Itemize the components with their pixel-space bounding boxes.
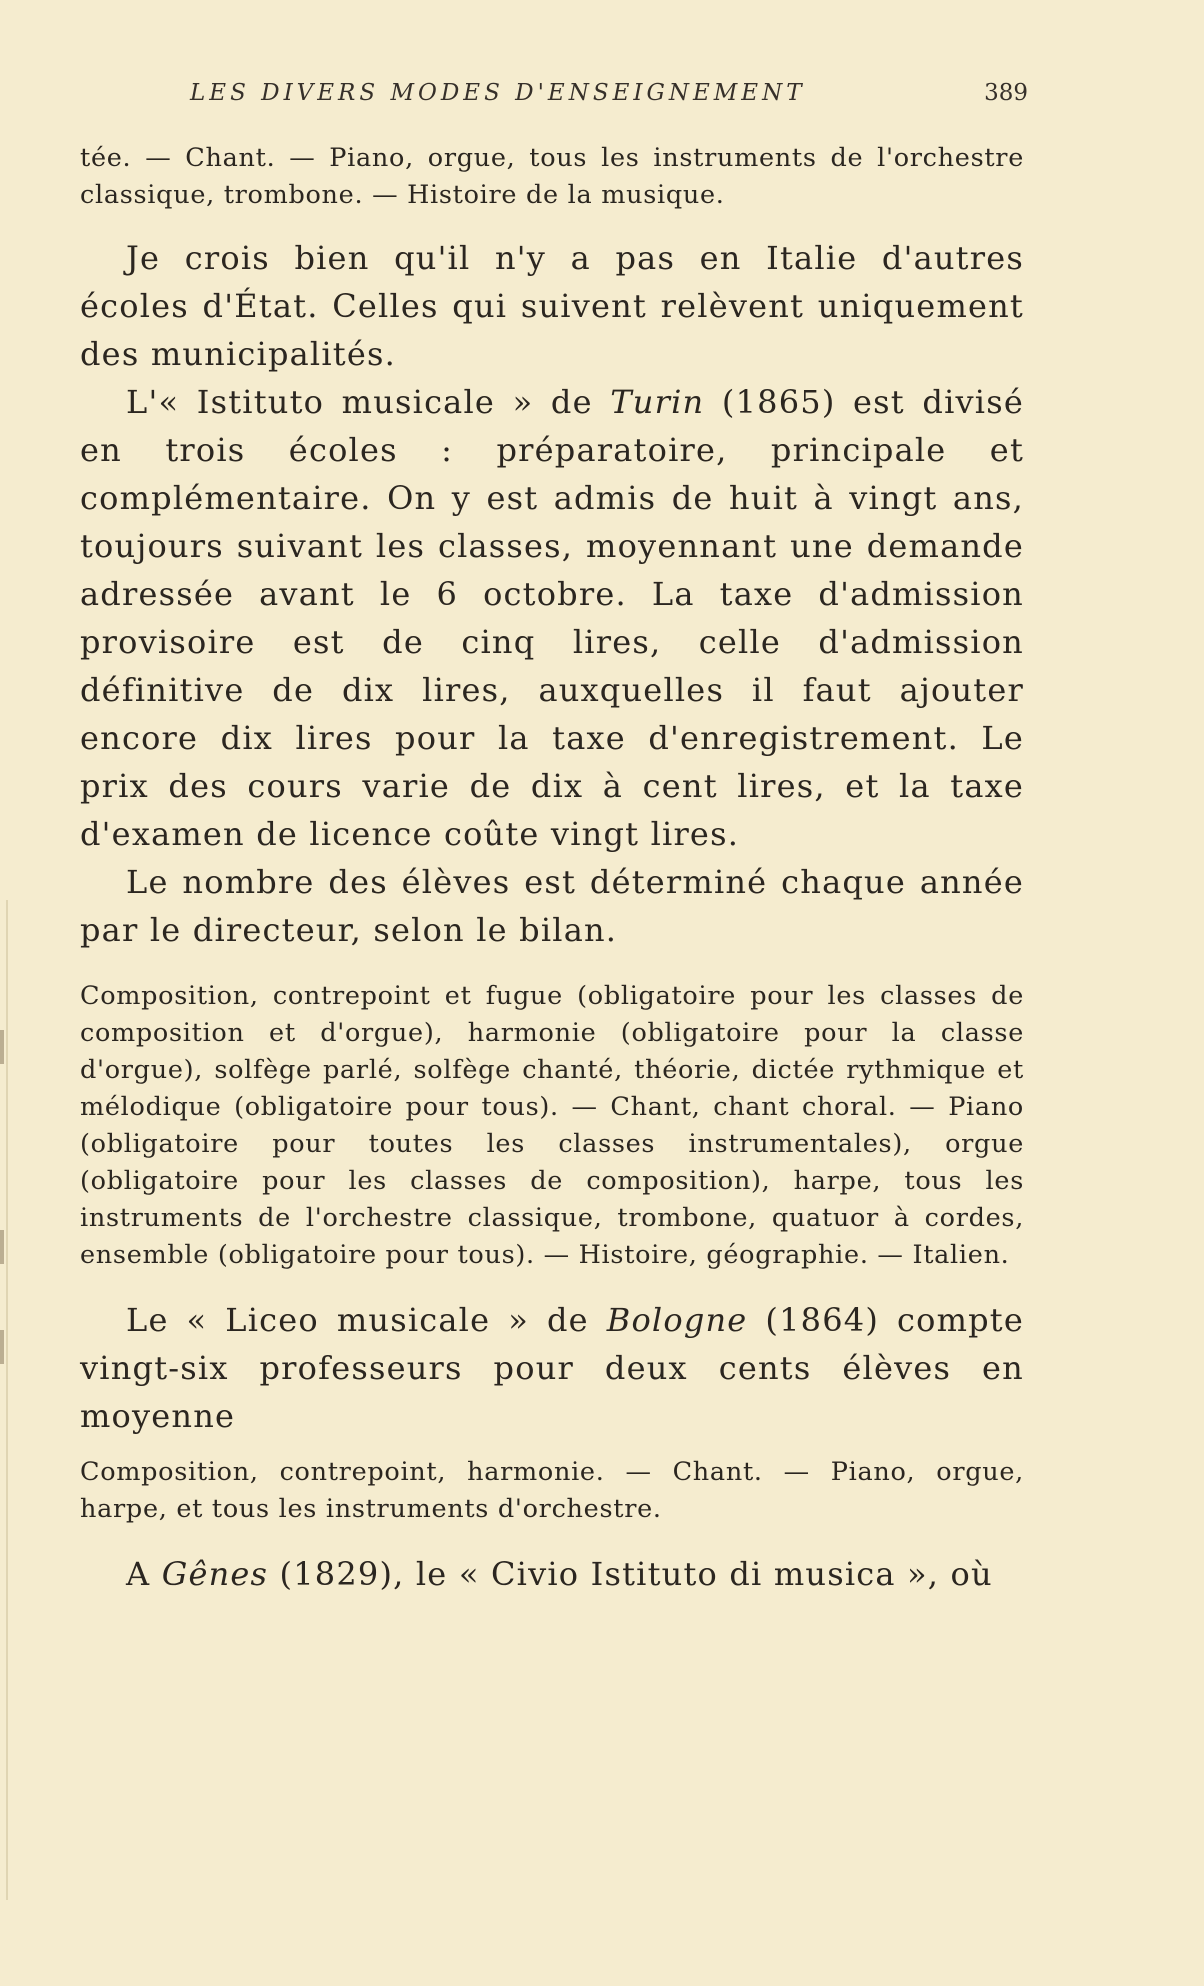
paragraph-text: A [126, 1555, 162, 1593]
course-list-turin [80, 978, 1024, 1274]
paragraph-text: Le nombre des élèves est déterminé chaque année par le directeur, selon le bilan. [80, 863, 1024, 949]
paragraph-bologna [80, 1296, 1024, 1440]
paragraph-genoa [80, 1550, 1024, 1598]
paragraph-state-schools [80, 234, 1024, 378]
scan-edge-mark [0, 1030, 4, 1064]
paragraph-text: (1864) compte vingt-six professeurs pour deux cents élèves en moyenne [80, 1301, 1024, 1435]
paragraph-text: Composition, contrepoint et fugue (obligatoire pour les classes de composition et d'orgue), harmonie (obligatoire pour la classe d'orgue), solfège parlé, solfège chanté, théorie, dictée rythmique et mélodique (obligatoire pour tous). — Chant, chant choral. — Piano (obligatoire pour toutes les classes instrumentales), orgue (obligatoire pour les classes de composition), harpe, tous les instruments de l'orchestre classique, trombone, quatuor à cordes, ensemble (obligatoire pour tous). — Histoire, géographie. — Italien. [80, 981, 1024, 1270]
paragraph-text: (1829), le « Civio Istituto di musica », où [268, 1555, 993, 1593]
course-list-continuation [80, 140, 1024, 214]
paragraph-text: (1865) est divisé en trois écoles : préparatoire, principale et complémentaire. On y est admis de huit à vingt ans, toujours suivant les classes, moyennant une demande adressée avant le 6 octobre. La taxe d'admission provisoire est de cinq lires, celle d'admission définitive de dix lires, auxquelles il faut ajouter encore dix lires pour la taxe d'enregistrement. Le prix des cours varie de dix à cent lires, et la taxe d'examen de licence coûte vingt lires. [80, 383, 1024, 853]
scan-edge-mark [0, 1230, 4, 1264]
paragraph-student-count [80, 858, 1024, 954]
paragraph-text: Le « Liceo musicale » de [126, 1301, 607, 1339]
city-name: Bologne [606, 1301, 748, 1339]
paragraph-text: L'« Istituto musicale » de [126, 383, 611, 421]
running-title: LES DIVERS MODES D'ENSEIGNEMENT [190, 80, 806, 106]
course-list-bologna [80, 1454, 1024, 1528]
paragraph-text: tée. — Chant. — Piano, orgue, tous les instruments de l'orchestre classique, trombone. — Histoire de la musique. [80, 143, 1024, 210]
city-name: Gênes [161, 1555, 269, 1593]
paragraph-turin [80, 378, 1024, 858]
page-header [80, 80, 1028, 114]
page-gutter-line [6, 900, 8, 1900]
city-name: Turin [610, 383, 705, 421]
page-body [80, 140, 1024, 1598]
paragraph-text: Composition, contrepoint, harmonie. — Chant. — Piano, orgue, harpe, et tous les instruments d'orchestre. [80, 1457, 1024, 1524]
scan-edge-mark [0, 1330, 4, 1364]
page-number: 389 [984, 80, 1028, 106]
paragraph-text: Je crois bien qu'il n'y a pas en Italie d'autres écoles d'État. Celles qui suivent relèvent uniquement des municipalités. [80, 239, 1024, 373]
